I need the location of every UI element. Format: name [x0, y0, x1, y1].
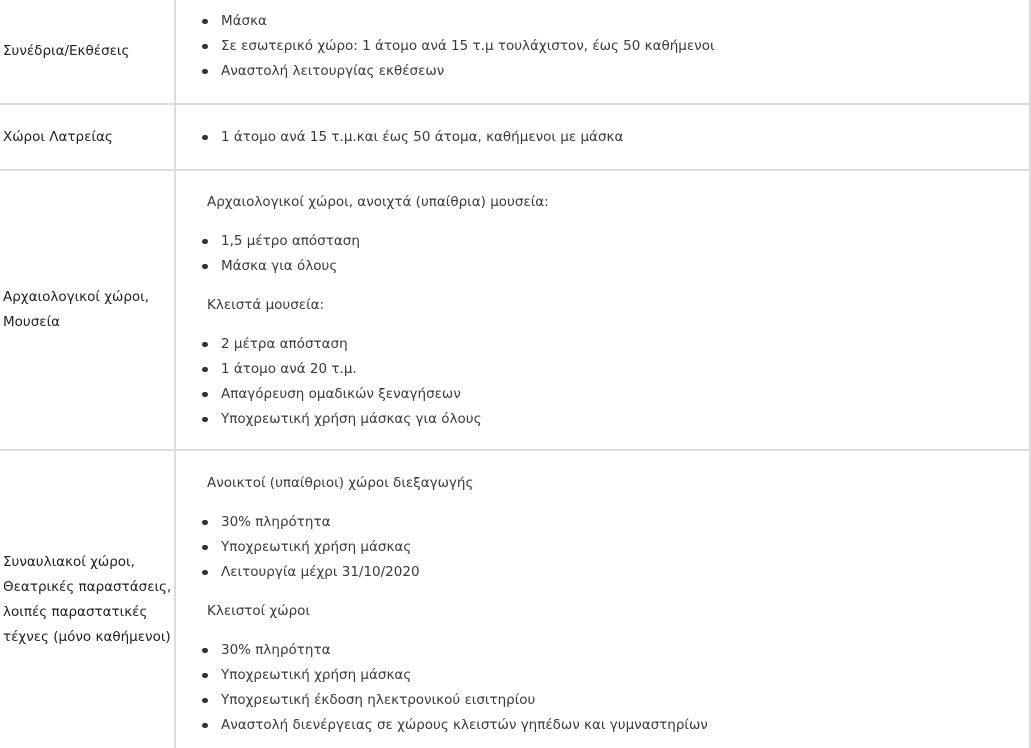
list-item: Λειτουργία μέχρι 31/10/2020: [221, 560, 1029, 585]
row-content: [176, 451, 1029, 748]
list-item: Μάσκα για όλους: [221, 254, 1029, 279]
bullet-list: [221, 510, 1029, 585]
table-row-conferences: [0, 0, 1029, 105]
section-heading: Κλειστοί χώροι: [207, 603, 311, 619]
list-item: 1,5 μέτρο απόσταση: [221, 229, 1029, 254]
row-label-text: [3, 285, 149, 335]
list-item: 1 άτομο ανά 20 τ.μ.: [221, 357, 1029, 382]
row-content: [176, 171, 1029, 449]
list-item: Υποχρεωτική έκδοση ηλεκτρονικού εισιτηρίου: [221, 688, 1029, 713]
table-row-places-of-worship: [0, 105, 1029, 171]
list-item: 30% πληρότητα: [221, 638, 1029, 663]
row-label: [0, 171, 176, 449]
row-label: [0, 451, 176, 748]
bullet-list: [221, 332, 1029, 432]
table-row-museums: [0, 171, 1029, 451]
list-item: Σε εσωτερικό χώρο: 1 άτομο ανά 15 τ.μ τουλάχιστον, έως 50 καθήμενοι: [221, 34, 1029, 59]
list-item: 1 άτομο ανά 15 τ.μ.και έως 50 άτομα, καθήμενοι με μάσκα: [221, 125, 1029, 150]
row-label: [0, 105, 176, 169]
row-label-text: Συνέδρια/Εκθέσεις: [3, 43, 130, 59]
list-item: 30% πληρότητα: [221, 510, 1029, 535]
row-content: [176, 105, 1029, 169]
list-item: Αναστολή λειτουργίας εκθέσεων: [221, 59, 1029, 84]
row-label-line: Θεατρικές παραστάσεις,: [3, 578, 172, 595]
row-label: [0, 0, 176, 103]
list-item: Απαγόρευση ομαδικών ξεναγήσεων: [221, 382, 1029, 407]
row-label-line: λοιπές παραστατικές: [3, 603, 148, 620]
list-item: Υποχρεωτική χρήση μάσκας: [221, 663, 1029, 688]
row-label-line: Μουσεία: [3, 314, 61, 330]
bullet-list: [221, 125, 1029, 150]
section-heading: Αρχαιολογικοί χώροι, ανοιχτά (υπαίθρια) μουσεία:: [207, 194, 549, 210]
section-heading: Ανοικτοί (υπαίθριοι) χώροι διεξαγωγής: [207, 475, 474, 491]
list-item: Υποχρεωτική χρήση μάσκας: [221, 535, 1029, 560]
bullet-list: [221, 638, 1029, 738]
list-item: 2 μέτρα απόσταση: [221, 332, 1029, 357]
row-label-line: τέχνες (μόνο καθήμενοι): [3, 628, 171, 645]
section-heading: Κλειστά μουσεία:: [207, 297, 325, 313]
list-item: Αναστολή διενέργειας σε χώρους κλειστών γηπέδων και γυμναστηρίων: [221, 713, 1029, 738]
bullet-list: [221, 229, 1029, 279]
table-row-performances: [0, 451, 1029, 748]
bullet-list: [221, 9, 1029, 84]
row-label-line: Συναυλιακοί χώροι,: [3, 553, 135, 570]
row-content: [176, 0, 1029, 103]
row-label-text: Χώροι Λατρείας: [3, 128, 113, 145]
list-item: Υποχρεωτική χρήση μάσκας για όλους: [221, 407, 1029, 432]
row-label-line: Αρχαιολογικοί χώροι,: [3, 289, 150, 305]
row-label-text: [3, 550, 171, 650]
list-item: Μάσκα: [221, 9, 1029, 34]
